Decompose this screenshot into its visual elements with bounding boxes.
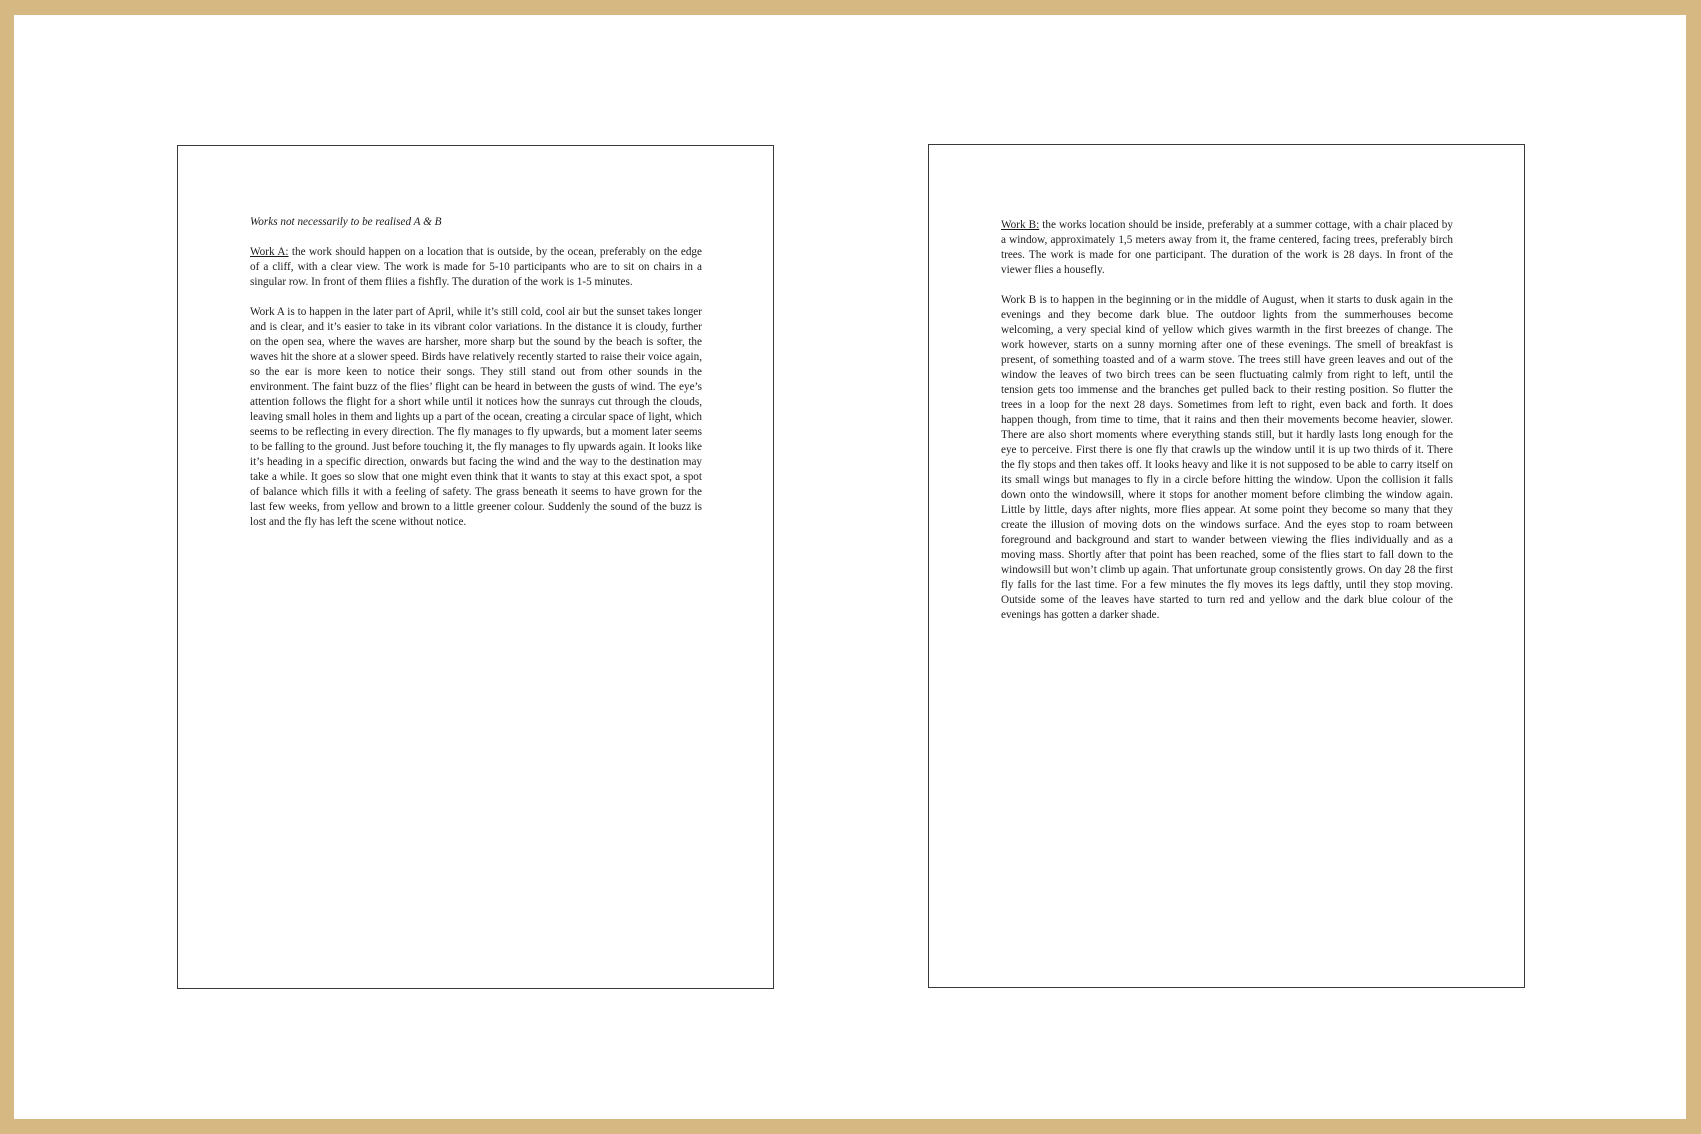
- document-page-left: [177, 145, 774, 989]
- work-a-intro-text: the work should happen on a location that is outside, by the ocean, preferably on the edge of a cliff, with a clear view. The work is made for 5-10 participants who are to sit on chairs in a singular row. In front of them fliies a fishfly. The duration of the work is 1-5 minutes.: [250, 246, 702, 288]
- page-left-text: [250, 215, 702, 545]
- work-b-intro: [1001, 218, 1453, 278]
- work-a-description: Work A is to happen in the later part of April, while it’s still cold, cool air but the sunset takes longer and is clear, and it’s easier to take in its vibrant color variations. In the distance it is cloudy, further on the open sea, where the waves are harsher, more sharp but the sound by the beach is softer, the waves hit the shore at a slower speed. Birds have relatively recently started to raise their voice again, so the ear is more keen to notice their songs. They still stand out from other sounds in the environment. The faint buzz of the flies’ flight can be heard in between the gusts of wind. The eye’s attention follows the flight for a short while until it notices how the sunrays cut through the clouds, leaving small holes in them and lights up a part of the ocean, creating a circular space of light, which seems to be reflecting in every direction. The fly manages to fly upwards, but a moment later seems to be falling to the ground. Just before touching it, the fly manages to fly upwards again. It looks like it’s heading in a specific direction, onwards but facing the wind and the way to the destination may take a while. It goes so slow that one might even think that it wants to stay at this exact spot, a spot of balance which fills it with a feeling of safety. The grass beneath it seems to have grown for the last few weeks, from yellow and brown to a little greener colour. Suddenly the sound of the buzz is lost and the fly has left the scene without notice.: [250, 306, 702, 528]
- work-b-description: Work B is to happen in the beginning or in the middle of August, when it starts to dusk again in the evenings and they become dark blue. The outdoor lights from the summerhouses become welcoming, a very special kind of yellow which gives warmth in the first breezes of change. The work however, starts on a sunny morning after one of these evenings. The smell of breakfast is present, of something toasted and of a warm stove. The trees still have green leaves and out of the window the leaves of two birch trees can be seen fluctuating calmly from right to left, until the tension gets too immense and the branches get pulled back to their resting position. So flutter the trees in a loop for the next 28 days. Sometimes from left to right, even back and forth. It does happen though, from time to time, that it rains and then their movements become heavier, slower. There are also short moments where everything stands still, but it hardly lasts long enough for the eye to perceive. First there is one fly that crawls up the window until it is up two thirds of it. There the fly stops and then takes off. It looks heavy and like it is not supposed to be able to carry itself on its small wings but manages to fly in a circle before hitting the window. Upon the collision it falls down onto the windowsill, where it stops for another moment before climbing the window again. Little by little, days after nights, more flies appear. At some point they become so many that they create the illusion of moving dots on the windows surface. And the eyes stop to roam between foreground and background and start to wander between viewing the flies individually and as a moving mass. Shortly after that point has been reached, some of the flies start to fall down to the windowsill but won’t climb up again. That unfortunate group consistently grows. On day 28 the first fly falls for the last time. For a few minutes the fly moves its legs daftly, until they stop moving. Outside some of the leaves have started to turn red and yellow and the dark blue colour of the evenings has gotten a darker shade.: [1001, 294, 1453, 621]
- work-b-intro-text: the works location should be inside, preferably at a summer cottage, with a chair placed by a window, approximately 1,5 meters away from it, the frame centered, facing trees, preferably birch trees. The work is made for one participant. The duration of the work is 28 days. In front of the viewer flies a housefly.: [1001, 219, 1453, 276]
- work-b-label: Work B:: [1001, 219, 1040, 231]
- work-a-intro: [250, 245, 702, 290]
- page-right-text: [1001, 218, 1453, 638]
- document-heading: Works not necessarily to be realised A & B: [250, 216, 442, 228]
- work-a-label: Work A:: [250, 246, 289, 258]
- document-page-right: [928, 144, 1525, 988]
